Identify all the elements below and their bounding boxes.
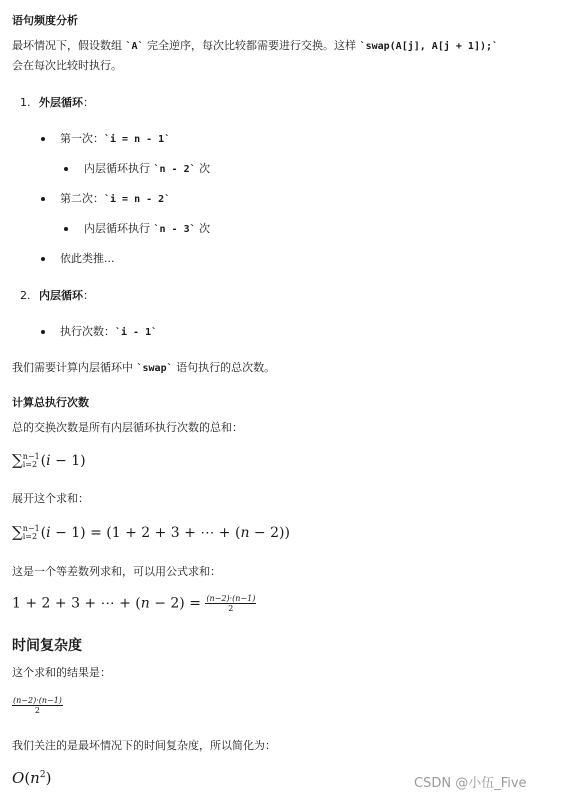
watermark: CSDN @小伍_Five: [414, 776, 527, 791]
bullet-dot: [41, 257, 45, 261]
intro-text-mid: 完全逆序，每次比较都需要进行交换。这样: [143, 39, 360, 52]
exec-label: 执行次数：: [60, 325, 115, 338]
first-inner-post: 次: [195, 162, 211, 175]
term-open: (: [40, 525, 47, 541]
need-pre: 我们需要计算内层循环中: [12, 361, 137, 374]
sum-lower: i=2: [22, 460, 38, 469]
result-text: 这个求和的结果是：: [12, 666, 111, 679]
list-item-second-inner: [84, 220, 210, 238]
inner-loop-label: 内层循环: [39, 289, 83, 302]
arith-text: 这是一个等差数列求和，可以用公式求和：: [12, 565, 221, 578]
list-item-second: [60, 190, 170, 208]
arith-fraction: [205, 594, 256, 613]
term-open: (: [40, 453, 47, 469]
list-item-first-inner: [84, 160, 210, 178]
term-i: i: [46, 453, 51, 469]
list-item-inner-loop: [20, 287, 94, 304]
focus-text: 我们关注的是最坏情况下的时间复杂度，所以简化为：: [12, 739, 276, 752]
second-label: 第二次：: [60, 192, 104, 205]
fraction-numerator: (n−2)·(n−1): [206, 594, 256, 603]
sum-expanded-formula: [12, 523, 290, 541]
sum-upper: n−1: [22, 452, 40, 461]
first-inner-pre: 内层循环执行: [84, 162, 154, 175]
list-item-first: [60, 130, 170, 148]
arith-left-tail: − 2) =: [149, 595, 206, 612]
sum-symbol: ∑: [12, 523, 23, 541]
list-item-exec-count: [60, 323, 157, 341]
outer-loop-colon: ：: [83, 96, 94, 109]
result-fraction: [12, 696, 63, 715]
first-label: 第一次：: [60, 132, 104, 145]
big-o-n: n: [30, 769, 40, 787]
bullet-dot: [41, 197, 45, 201]
expansion-n: n: [240, 525, 250, 541]
second-inner-code: `n - 3`: [153, 224, 196, 235]
big-o-close: ): [45, 769, 52, 787]
bullet-dot: [41, 137, 45, 141]
big-o-open: (: [24, 769, 31, 787]
term-i: i: [46, 525, 51, 541]
big-o-formula: [12, 769, 51, 787]
exec-code: `i - 1`: [115, 327, 158, 338]
fraction-denominator: 2: [34, 706, 40, 715]
section-title-total: 计算总执行次数: [12, 396, 89, 409]
result-fraction-wrap: [12, 696, 63, 715]
expansion-equals: = (1 + 2 + 3 + ⋯ + (: [85, 525, 241, 541]
list-number-2: 2.: [20, 289, 31, 302]
list-item-etc: 依此类推...: [60, 252, 115, 265]
outer-loop-label: 外层循环: [39, 96, 83, 109]
intro-line-2: 会在每次比较时执行。: [12, 59, 122, 72]
intro-line-1: [12, 37, 498, 55]
second-inner-post: 次: [195, 222, 211, 235]
first-inner-code: `n - 2`: [153, 164, 196, 175]
expansion-tail: − 2)): [249, 525, 290, 541]
bullet-dot: [64, 167, 68, 171]
big-o-letter: O: [12, 769, 25, 787]
bullet-dot: [64, 227, 68, 231]
arith-left: 1 + 2 + 3 + ⋯ + (: [12, 595, 141, 612]
need-paragraph: [12, 359, 275, 377]
intro-code-a: `A`: [125, 41, 144, 52]
list-number-1: 1.: [20, 96, 31, 109]
expand-text: 展开这个求和：: [12, 492, 89, 505]
intro-text-pre: 最坏情况下，假设数组: [12, 39, 126, 52]
sum-formula: [12, 451, 86, 469]
need-code: `swap`: [136, 363, 173, 374]
intro-code-swap: `swap(A[j], A[j + 1]);`: [359, 41, 499, 52]
need-post: 语句执行的总次数。: [172, 361, 276, 374]
second-inner-pre: 内层循环执行: [84, 222, 154, 235]
list-item-outer-loop: [20, 94, 94, 111]
bullet-dot: [41, 330, 45, 334]
fraction-denominator: 2: [228, 604, 234, 613]
total-description: 总的交换次数是所有内层循环执行次数的总和：: [12, 421, 243, 434]
arith-n: n: [140, 595, 150, 612]
inner-loop-colon: ：: [83, 289, 94, 302]
term-rest: − 1): [50, 525, 86, 541]
sum-upper: n−1: [22, 524, 40, 533]
section-title-frequency: 语句频度分析: [12, 14, 78, 27]
arith-formula: [12, 594, 256, 613]
second-code: `i = n - 2`: [104, 194, 171, 205]
big-o-exponent: 2: [39, 770, 46, 780]
sum-lower: i=2: [22, 532, 38, 541]
first-code: `i = n - 1`: [104, 134, 171, 145]
sum-symbol: ∑: [12, 451, 23, 469]
term-rest: − 1): [50, 453, 86, 469]
fraction-numerator: (n−2)·(n−1): [13, 696, 62, 705]
section-title-complexity: 时间复杂度: [12, 638, 82, 654]
